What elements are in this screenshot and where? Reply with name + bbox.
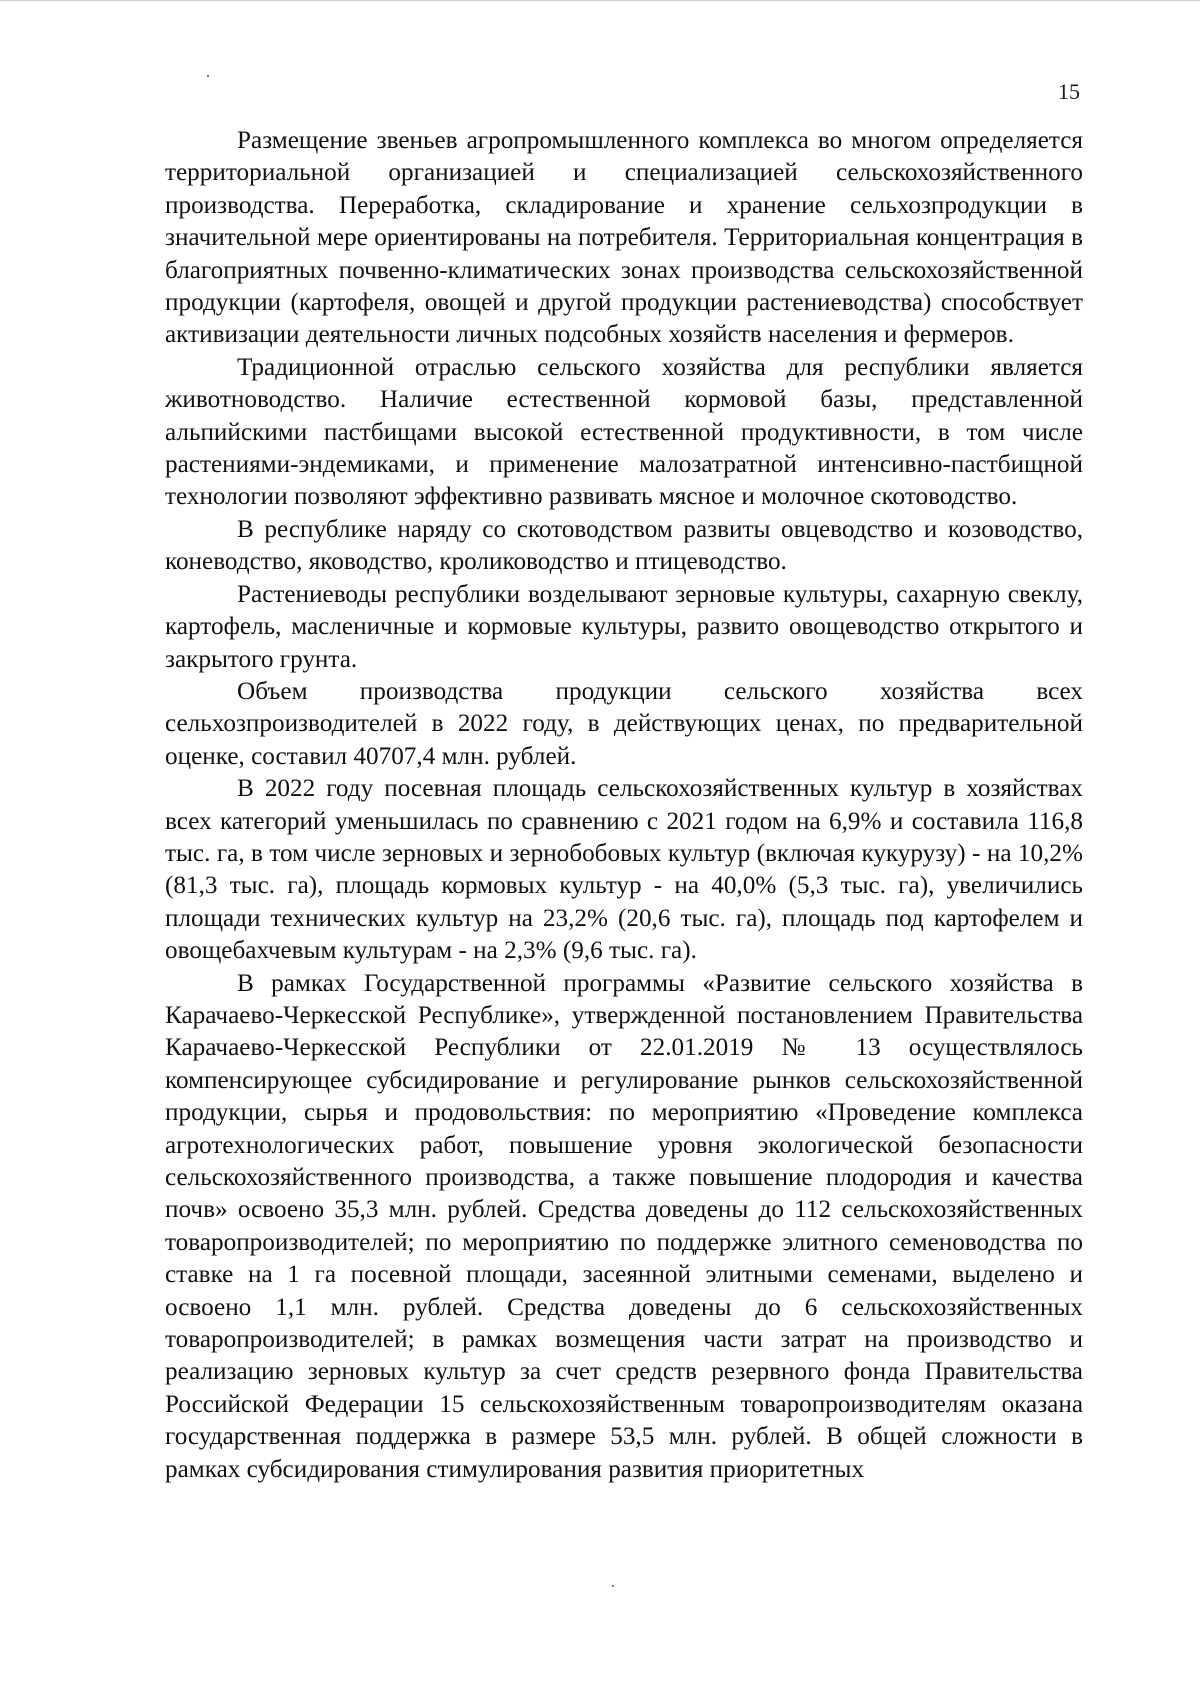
paragraph: Объем производства продукции сельского хозяйства всех сельхозпроизводителей в 2022 году, в действующих ценах, по предварительной оценке, составил 40707,4 млн. рублей. [165,677,1083,770]
body-text [165,125,1083,1486]
paragraph: В 2022 году посевная площадь сельскохозяйственных культур в хозяйствах всех категорий уменьшилась по сравнению с 2021 годом на 6,9% и составила 116,8 тыс. га, в том числе зерновых и зернобобовых культур (включая кукурузу) - на 10,2% (81,3 тыс. га), площадь кормовых культур - на 40,0% (5,3 тыс. га), увеличились площади технических культур на 23,2% (20,6 тыс. га), площадь под картофелем и овощебахчевым культурам - на 2,3% (9,6 тыс. га). [165,775,1083,965]
scan-speck [207,75,209,77]
page-number: 15 [1058,79,1080,104]
paragraph: Размещение звеньев агропромышленного комплекса во многом определяется территориальной организацией и специализацией сельскохозяйственного производства. Переработка, складирование и хранение сельхозпродукции в значительной мере ориентированы на потребителя. Территориальная концентрация в благоприятных почвенно-климатических зонах производства сельскохозяйственной продукции (картофеля, овощей и другой продукции растениеводства) способствует активизации деятельности личных подсобных хозяйств населения и фермеров. [165,127,1083,349]
scan-speck [612,1585,614,1587]
paragraph: Традиционной отраслью сельского хозяйства для республики является животноводство. Наличие естественной кормовой базы, представленной альпийскими пастбищами высокой естественной продуктивности, в том числе растениями-эндемиками, и применение малозатратной интенсивно-пастбищной технологии позволяют эффективно развивать мясное и молочное скотоводство. [165,353,1083,511]
paragraph: В республике наряду со скотоводством развиты овцеводство и козоводство, коневодство, яководство, кролиководство и птицеводство. [165,515,1083,576]
paragraph: Растениеводы республики возделывают зерновые культуры, сахарную свеклу, картофель, масленичные и кормовые культуры, развито овощеводство открытого и закрытого грунта. [165,580,1083,673]
paragraph: В рамках Государственной программы «Развитие сельского хозяйства в Карачаево-Черкесской Республике», утвержденной постановлением Правительства Карачаево-Черкесской Республики от 22.01.2019 № 13 осуществлялось компенсирующее субсидирование и регулирование рынков сельскохозяйственной продукции, сырья и продовольствия: по мероприятию «Проведение комплекса агротехнологических работ, повышение уровня экологической безопасности сельскохозяйственного производства, а также повышение плодородия и качества почв» освоено 35,3 млн. рублей. Средства доведены до 112 сельскохозяйственных товаропроизводителей; по мероприятию по поддержке элитного семеноводства по ставке на 1 га посевной площади, засеянной элитными семенами, выделено и освоено 1,1 млн. рублей. Средства доведены до 6 сельскохозяйственных товаропроизводителей; в рамках возмещения части затрат на производство и реализацию зерновых культур за счет средств резервного фонда Правительства Российской Федерации 15 сельскохозяйственным товаропроизводителям оказана государственная поддержка в размере 53,5 млн. рублей. В общей сложности в рамках субсидирования стимулирования развития приоритетных [165,969,1083,1483]
